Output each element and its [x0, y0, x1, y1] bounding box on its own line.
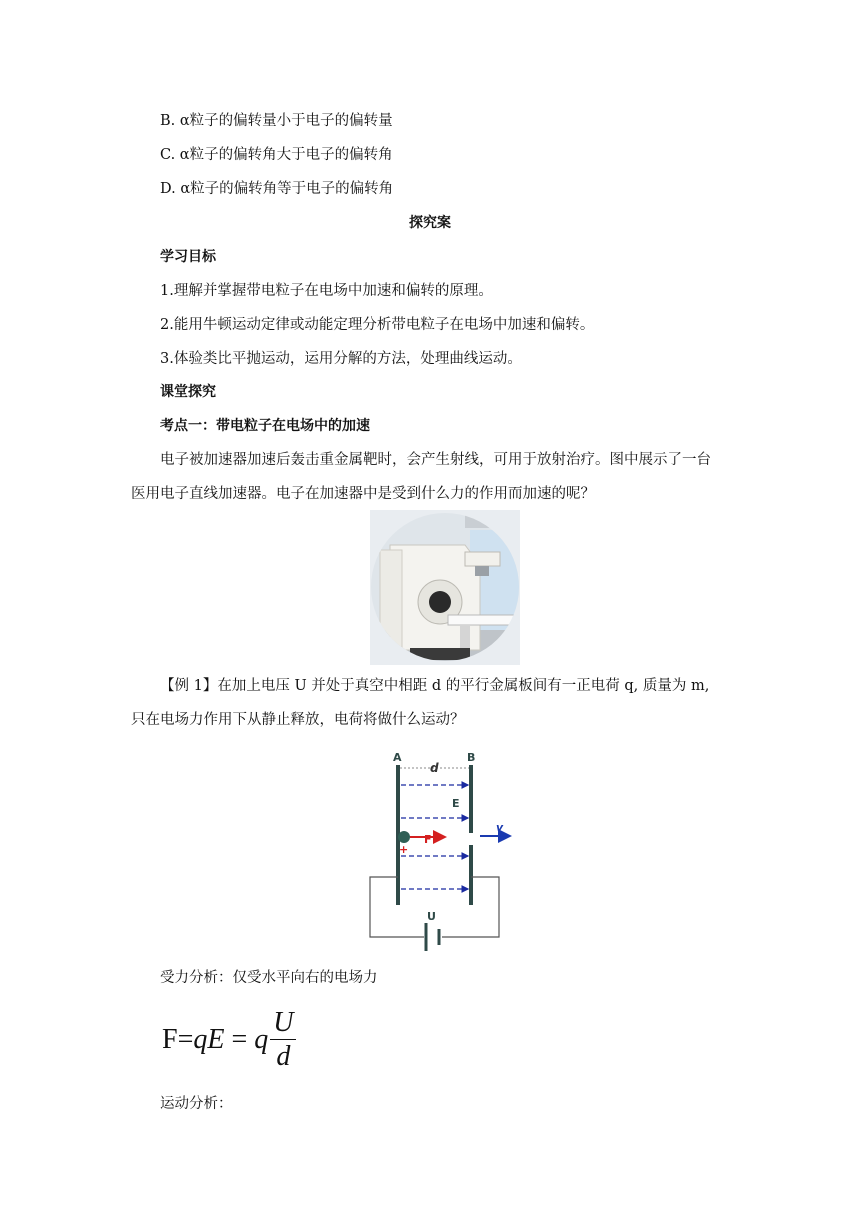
label-f: F: [424, 833, 432, 846]
goal-item: 1.理解并掌握带电粒子在电场中加速和偏转的原理。: [160, 283, 493, 299]
example-line: 只在电场力作用下从静止释放，电荷将做什么运动？: [131, 712, 465, 728]
motion-analysis: 运动分析：: [160, 1096, 233, 1112]
formula-equals: =: [224, 1024, 255, 1055]
label-d: d: [430, 761, 439, 775]
paragraph-line: 医用电子直线加速器。电子在加速器中是受到什么力的作用而加速的呢？: [131, 486, 595, 502]
section-title: 探究案: [409, 215, 451, 231]
label-u: U: [427, 910, 436, 923]
formula-qe: qE: [193, 1024, 225, 1055]
option-b: B. α粒子的偏转量小于电子的偏转量: [160, 113, 393, 129]
formula-lhs: F=: [162, 1024, 194, 1055]
inquiry-heading: 课堂探究: [160, 384, 216, 400]
paragraph-line: 电子被加速器加速后轰击重金属靶时，会产生射线，可用于放射治疗。图中展示了一台: [160, 452, 711, 468]
option-c: C. α粒子的偏转角大于电子的偏转角: [160, 147, 393, 163]
formula-denominator: d: [276, 1041, 291, 1072]
force-formula: [162, 1008, 297, 1072]
formula-fraction: [270, 1009, 296, 1071]
label-a: A: [393, 751, 402, 764]
label-plus: +: [399, 843, 409, 856]
label-e: E: [452, 797, 460, 810]
example-line: 【例 1】在加上电压 U 并处于真空中相距 d 的平行金属板间有一正电荷 q, 质量为 m,: [160, 678, 710, 694]
force-analysis: 受力分析：仅受水平向右的电场力: [160, 970, 378, 986]
parallel-plate-diagram: [360, 745, 520, 960]
goal-item: 2.能用牛顿运动定律或动能定理分析带电粒子在电场中加速和偏转。: [160, 317, 595, 333]
charge: [398, 831, 410, 843]
option-d: D. α粒子的偏转角等于电子的偏转角: [160, 181, 394, 197]
point-one-heading: 考点一：带电粒子在电场中的加速: [160, 418, 370, 434]
goal-item: 3.体验类比平抛运动，运用分解的方法，处理曲线运动。: [160, 351, 522, 367]
formula-numerator: U: [273, 1007, 294, 1038]
accelerator-photo: [370, 510, 520, 665]
label-b: B: [467, 751, 476, 764]
goals-heading: 学习目标: [160, 249, 216, 265]
label-v: v: [496, 821, 504, 834]
formula-q: q: [254, 1024, 269, 1055]
